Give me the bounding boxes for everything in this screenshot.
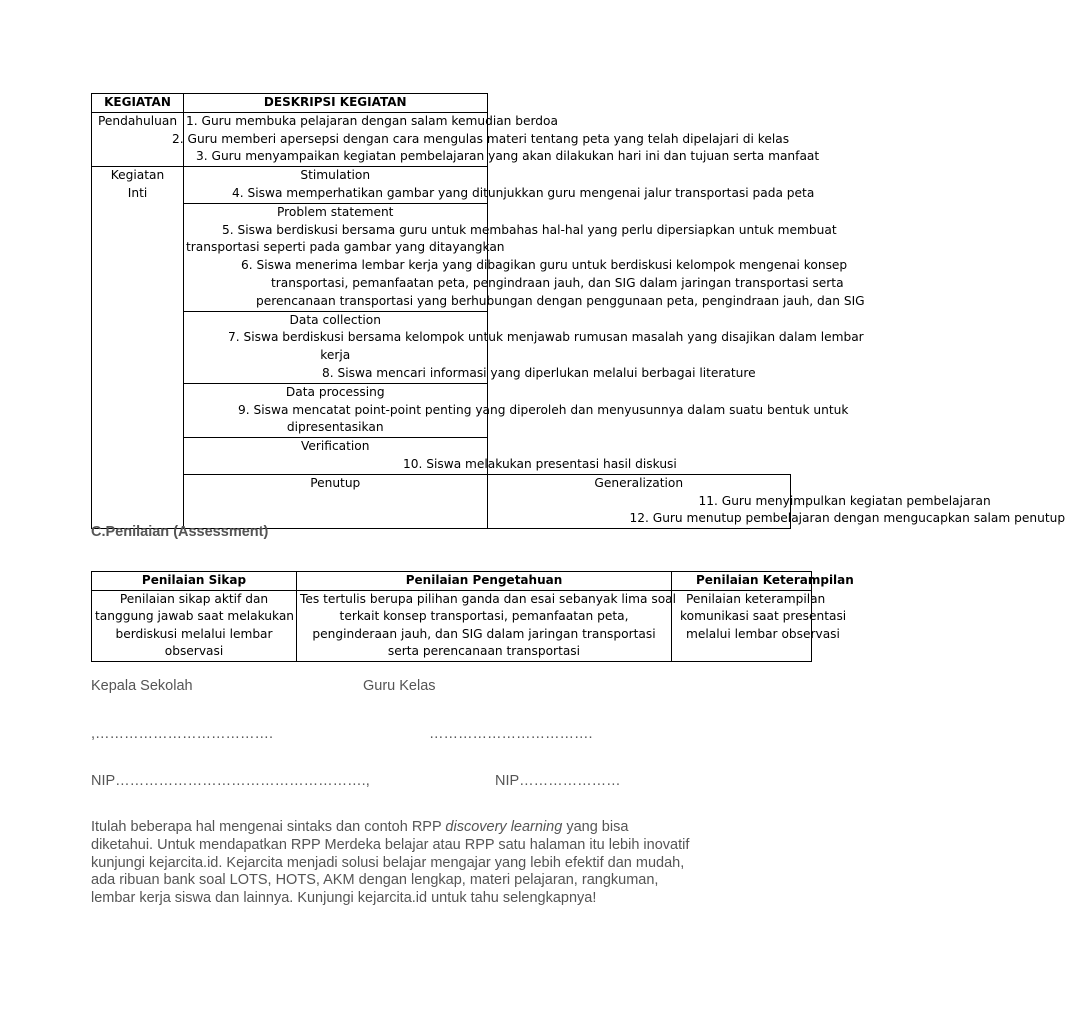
header-deskripsi: DESKRIPSI KEGIATAN — [184, 94, 488, 113]
phase-title: Generalization — [594, 475, 684, 490]
desc-line: 10. Siswa melakukan presentasi hasil diskusi — [403, 456, 677, 471]
header-penilaian-pengetahuan: Penilaian Pengetahuan — [297, 572, 672, 591]
activity-table-header-row — [92, 94, 791, 113]
desc-line: 4. Siswa memperhatikan gambar yang ditunjukkan guru mengenai jalur transportasi pada peta — [232, 185, 815, 200]
desc-line: kerja — [320, 348, 351, 363]
desc-line: perencanaan transportasi yang berhubungan dengan penggunaan peta, pengindraan jauh, dan SIG — [256, 293, 865, 308]
desc-stimulation — [184, 167, 815, 204]
desc-data-processing — [184, 383, 849, 437]
label-penutup: Penutup — [184, 474, 488, 528]
desc-line: 11. Guru menyimpulkan kegiatan pembelajaran — [698, 493, 991, 508]
header-penilaian-keterampilan: Penilaian Keterampilan — [672, 572, 812, 591]
row-penutup — [92, 474, 791, 528]
desc-line: transportasi, pemanfaatan peta, pengindraan jauh, dan SIG dalam jaringan transportasi serta — [271, 275, 844, 290]
desc-line: 1. Guru membuka pelajaran dengan salam kemudian berdoa — [186, 113, 558, 128]
emphasis-discovery-learning: discovery learning — [445, 819, 563, 835]
closing-paragraph: Itulah beberapa hal mengenai sintaks dan contoh RPP discovery learning yang bisa diketahui. Untuk mendapatkan RPP Merdeka belajar atau RPP satu halaman itu lebih inovatif kunjungi kejarcita.id. Kejarcita menjadi solusi belajar mengajar yang lebih efektif dan mudah, ada ribuan bank soal LOTS, HOTS, AKM dengan lengkap, materi pelajaran, rangkuman, lembar kerja siswa dan lainnya. Kunjungi kejarcita.id untuk tahu selengkapnya! — [91, 819, 690, 907]
desc-line: 9. Siswa mencatat point-point penting yang diperoleh dan menyusunnya dalam suatu bentuk untuk — [238, 402, 849, 417]
cell-penilaian-keterampilan: Penilaian keterampilan komunikasi saat presentasi melalui lembar observasi — [672, 590, 812, 661]
signature-title-guru-kelas: Guru Kelas — [363, 678, 436, 694]
desc-line: 2. Guru memberi apersepsi dengan cara mengulas materi tentang peta yang telah dipelajari di kelas — [172, 131, 790, 146]
row-pendahuluan — [92, 112, 791, 166]
desc-pendahuluan — [172, 112, 820, 166]
activity-table — [91, 93, 1065, 529]
desc-data-collection — [184, 311, 864, 383]
phase-title: Problem statement — [277, 204, 394, 219]
phase-title: Data processing — [285, 384, 385, 399]
desc-problem-statement — [184, 203, 865, 311]
desc-verification — [184, 438, 677, 475]
signature-nip-right: NIP………………… — [495, 773, 621, 789]
label-kegiatan-inti: Kegiatan Inti — [92, 167, 184, 529]
desc-penutup — [487, 474, 1065, 528]
header-kegiatan: KEGIATAN — [92, 94, 184, 113]
cell-penilaian-sikap: Penilaian sikap aktif dan tanggung jawab saat melakukan berdiskusi melalui lembar observasi — [92, 590, 297, 661]
desc-line: 7. Siswa berdiskusi bersama kelompok untuk menjawab rumusan masalah yang disajikan dalam lembar — [228, 330, 864, 345]
signature-nip-left: NIP……………………………………………., — [91, 773, 370, 789]
row-inti-verification — [92, 438, 791, 475]
desc-line: dipresentasikan — [286, 420, 384, 435]
phase-title: Verification — [301, 439, 370, 454]
signature-name-line-right: ……………………………. — [429, 726, 593, 742]
desc-line: 5. Siswa berdiskusi bersama guru untuk membahas hal-hal yang perlu dipersiapkan untuk membuat — [222, 222, 837, 237]
row-inti-stimulation — [92, 167, 791, 204]
label-pendahuluan: Pendahuluan — [92, 112, 184, 166]
signature-title-kepala-sekolah: Kepala Sekolah — [91, 678, 193, 694]
assessment-header-row — [92, 572, 812, 591]
assessment-body-row — [92, 590, 812, 661]
row-inti-data-collection — [92, 311, 791, 383]
desc-line: 12. Guru menutup pembelajaran dengan mengucapkan salam penutup — [629, 511, 1065, 526]
assessment-table — [91, 571, 854, 662]
desc-line: 8. Siswa mencari informasi yang diperlukan melalui berbagai literature — [322, 365, 756, 380]
section-heading-penilaian: C.Penilaian (Assessment) — [91, 524, 269, 540]
phase-title: Stimulation — [300, 168, 371, 183]
row-inti-problem — [92, 203, 791, 311]
row-inti-data-processing — [92, 383, 791, 437]
signature-name-line-left: ,………………………………. — [91, 726, 274, 742]
desc-line: transportasi seperti pada gambar yang ditayangkan — [186, 240, 505, 255]
desc-line: 3. Guru menyampaikan kegiatan pembelajaran yang akan dilakukan hari ini dan tujuan serta manfaat — [196, 149, 820, 164]
desc-line: 6. Siswa menerima lembar kerja yang dibagikan guru untuk berdiskusi kelompok mengenai konsep — [241, 258, 848, 273]
header-penilaian-sikap: Penilaian Sikap — [92, 572, 297, 591]
cell-penilaian-pengetahuan: Tes tertulis berupa pilihan ganda dan esai sebanyak lima soal terkait konsep transportasi, pemanfaatan peta, penginderaan jauh, dan SIG dalam jaringan transportasi serta perencanaan transportasi — [297, 590, 672, 661]
phase-title: Data collection — [289, 312, 381, 327]
